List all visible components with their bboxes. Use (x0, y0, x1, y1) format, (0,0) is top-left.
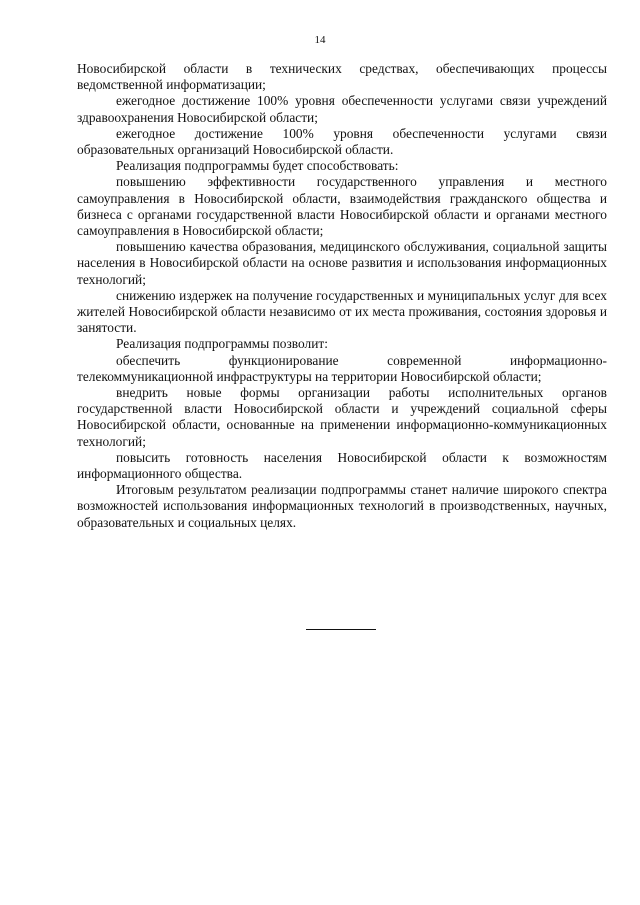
paragraph-governance-efficiency: повышению эффективности государственного управления и местного самоуправления в Новосибирской области, взаимодействия гражданского общества и бизнеса с органами государственной власти Новосибирской области и органами местного самоуправления в Новосибирской области; (77, 174, 607, 239)
paragraph-contribution-intro: Реализация подпрограммы будет способствовать: (116, 158, 399, 174)
document-body (77, 61, 607, 531)
paragraph-continuation: Новосибирской области в технических средствах, обеспечивающих процессы ведомственной информатизации; (77, 61, 607, 93)
paragraph-education-connectivity: ежегодное достижение 100% уровня обеспеченности услугами связи образовательных организаций Новосибирской области. (77, 125, 607, 158)
page-number: 14 (314, 34, 326, 46)
paragraph-healthcare-connectivity: ежегодное достижение 100% уровня обеспеченности услугами связи учреждений здравоохранения Новосибирской области; (77, 93, 607, 125)
paragraph-enables-intro: Реализация подпрограммы позволит: (116, 336, 328, 352)
paragraph-infrastructure: обеспечить функционирование современной информационно-телекоммуникационной инфраструктуры на территории Новосибирской области; (77, 352, 607, 384)
paragraph-services-quality: повышению качества образования, медицинского обслуживания, социальной защиты населения в Новосибирской области на основе развития и использования информационных технологий; (77, 239, 607, 287)
paragraph-readiness: повысить готовность населения Новосибирской области к возможностям информационного общества. (77, 449, 607, 482)
paragraph-new-forms: внедрить новые формы организации работы исполнительных органов государственной власти Новосибирской области и учреждений социальной сферы Новосибирской области, основанные на применении информационно-коммуникационных технологий; (77, 385, 607, 449)
paragraph-cost-reduction: снижению издержек на получение государственных и муниципальных услуг для всех жителей Новосибирской области независимо от их места проживания, состояния здоровья и занятости. (77, 287, 607, 336)
end-divider-line (306, 629, 376, 630)
paragraph-final-result: Итоговым результатом реализации подпрограммы станет наличие широкого спектра возможностей использования информационных технологий в производственных, научных, образовательных и социальных целях. (77, 482, 607, 530)
